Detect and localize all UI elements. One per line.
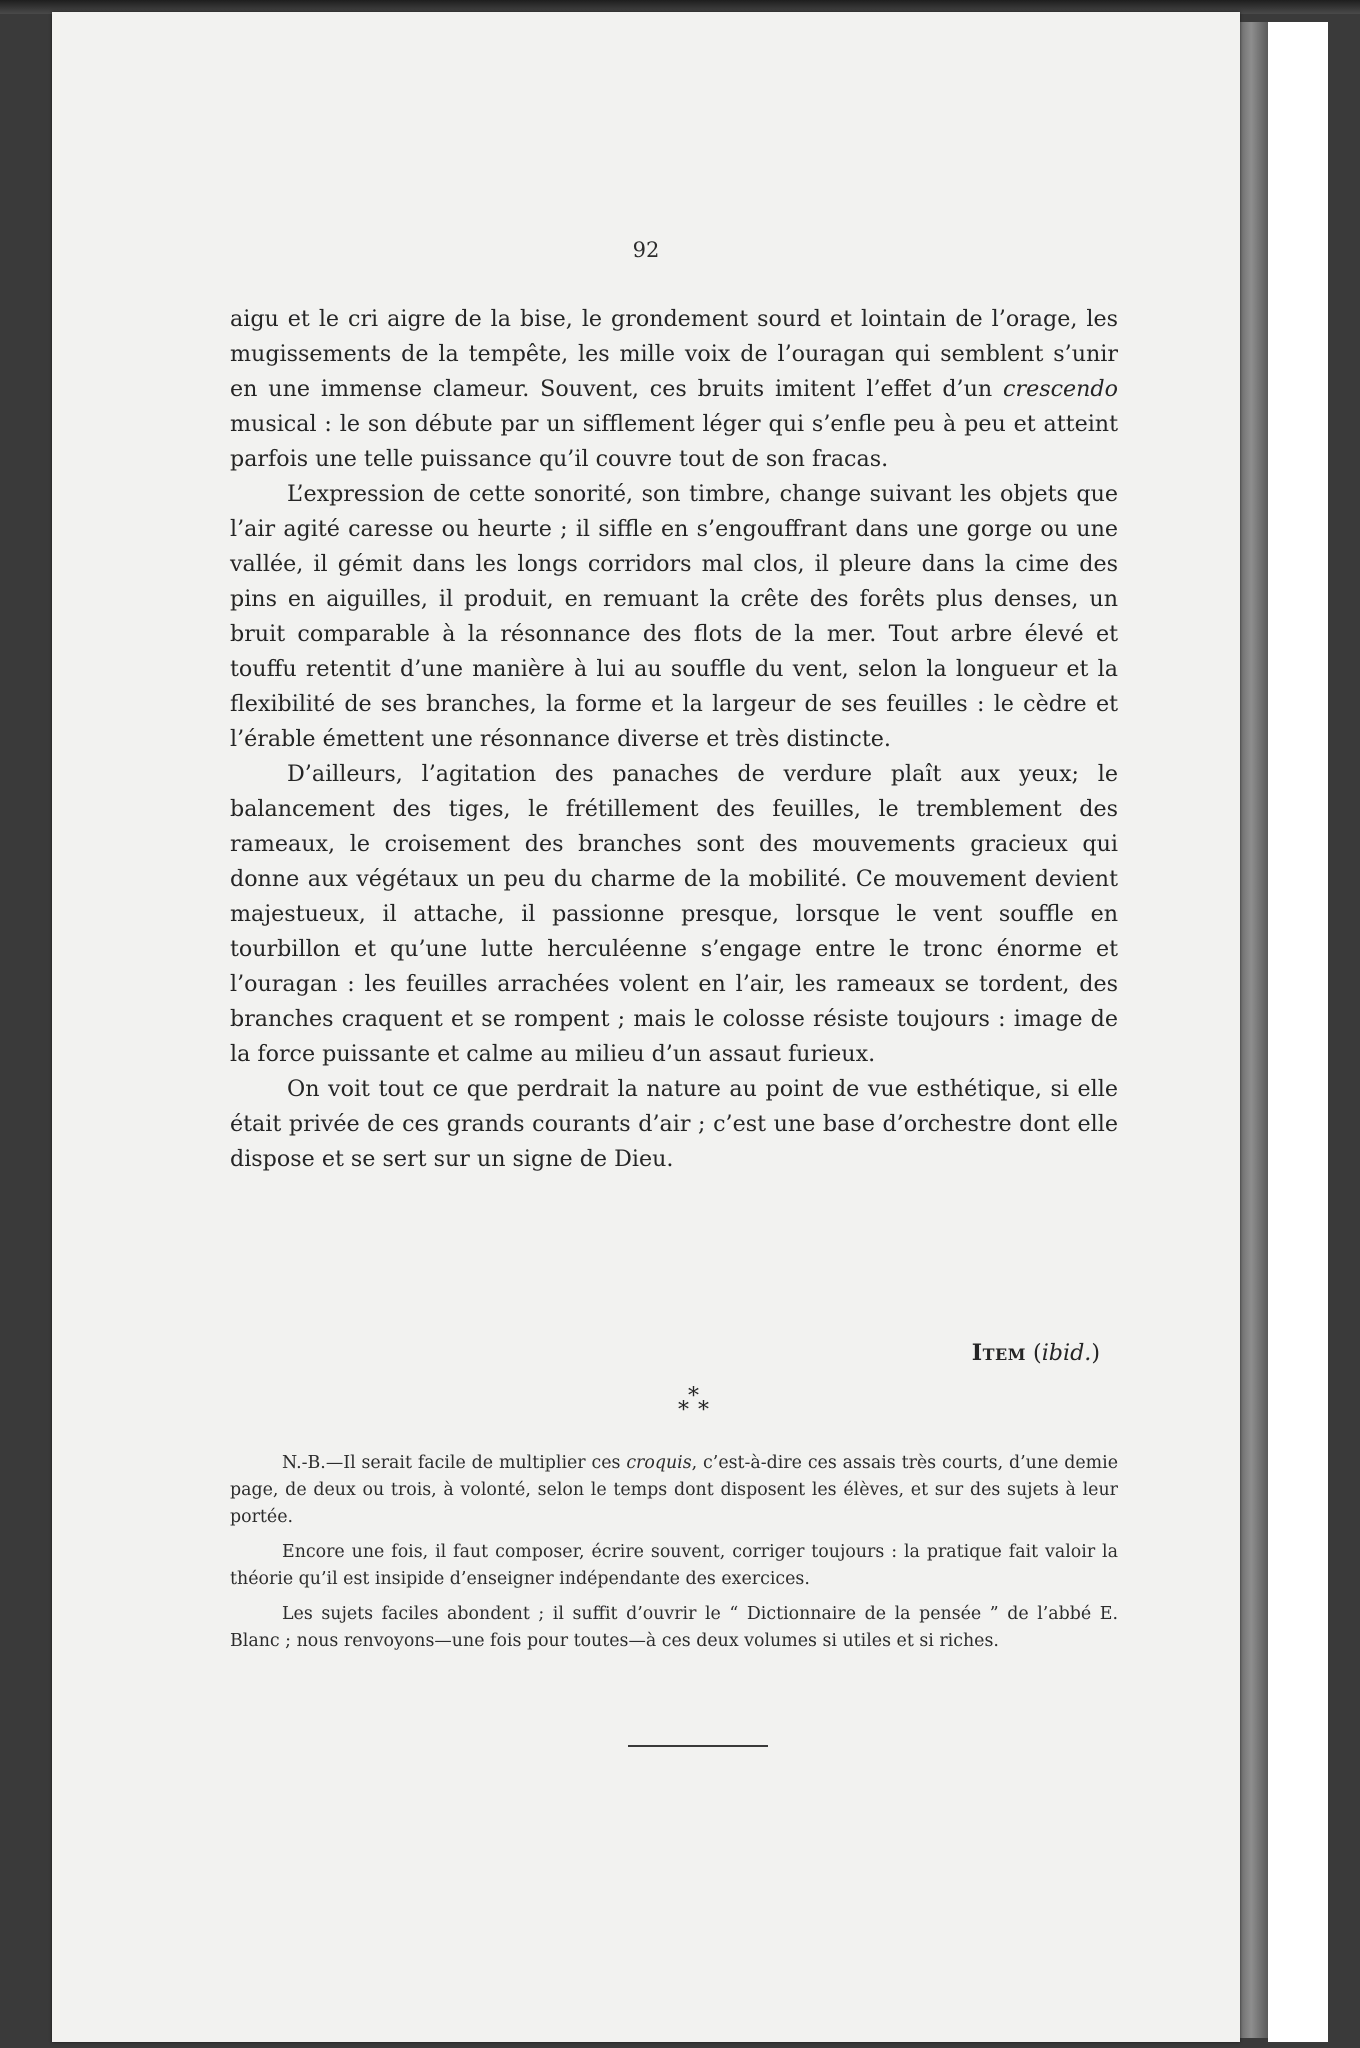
footnote-1 [230, 1450, 1118, 1531]
footnotes [230, 1450, 1118, 1663]
footnote-2-text: Encore une fois, il faut composer, écrire souvent, corriger toujours : la pratique fait valoir la théorie qu’il est insipide d’enseigner indépendante des exercices. [230, 1542, 1118, 1589]
italic-term-crescendo: crescendo [1003, 376, 1118, 402]
paragraph-3 [230, 757, 1118, 1072]
paragraph-2-text: L’expression de cette sonorité, son timbre, change suivant les objets que l’air agité caresse ou heurte ; il siffle en s’engouffrant dans une gorge ou une vallée, il gémit dans les longs corridors mal clos, il pleure dans la cime des pins en aiguilles, il produit, en remuant la crête des forêts plus denses, un bruit comparable à la résonnance des flots de la mer. Tout arbre élevé et touffu retentit d’une manière à lui au souffle du vent, selon la longueur et la flexibilité de ses branches, la forme et la largeur de ses feuilles : le cèdre et l’érable émettent une résonnance diverse et très distincte. [230, 481, 1118, 752]
signature-source: ibid. [1041, 1340, 1092, 1366]
book-page [52, 12, 1240, 2042]
footnote-3 [230, 1601, 1118, 1655]
next-page-margin [1268, 22, 1328, 2042]
paragraph-1 [230, 302, 1118, 477]
asterism-star: * [698, 1398, 709, 1423]
paragraph-1-text: aigu et le cri aigre de la bise, le grondement sourd et lointain de l’orage, les mugissements de la tempête, les mille voix de l’ouragan qui semblent s’unir en une immense clameur. Souvent, ces bruits imitent l’effet d’un [230, 306, 1118, 402]
paragraph-4 [230, 1072, 1118, 1177]
italic-term-croquis: croquis [626, 1453, 692, 1473]
asterism-divider [664, 1384, 724, 1430]
paragraph-4-text: On voit tout ce que perdrait la nature au point de vue esthétique, si elle était privée de ces grands courants d’air ; c’est une base d’orchestre dont elle dispose et se sert sur un signe de Dieu. [230, 1076, 1118, 1172]
page-number: 92 [632, 238, 660, 262]
paragraph-1-text-cont: musical : le son débute par un sifflement léger qui s’enfle peu à peu et atteint parfois une telle puissance qu’il couvre tout de son fracas. [230, 411, 1118, 472]
footnote-1-text-cont: , c’est-à-dire ces assais très courts, d’une demie page, de deux ou trois, à volonté, selon le temps dont disposent les élèves, et sur des sujets à leur portée. [230, 1453, 1118, 1527]
asterism-star: * [678, 1398, 689, 1423]
asterism-star: * [688, 1384, 699, 1409]
signature: Item (ibid.) [971, 1340, 1100, 1366]
paragraph-2 [230, 477, 1118, 757]
paragraph-3-text: D’ailleurs, l’agitation des panaches de verdure plaît aux yeux; le balancement des tiges, le frétillement des feuilles, le tremblement des rameaux, le croisement des branches sont des mouvements gracieux qui donne aux végétaux un peu du charme de la mobilité. Ce mouvement devient majestueux, il attache, il passionne presque, lorsque le vent souffle en tourbillon et qu’une lutte herculéenne s’engage entre le tronc énorme et l’ouragan : les feuilles arrachées volent en l’air, les rameaux se tordent, des branches craquent et se rompent ; mais le colosse résiste toujours : image de la force puissante et calme au milieu d’un assaut furieux. [230, 761, 1118, 1067]
signature-name: Item [971, 1340, 1026, 1366]
footnote-2 [230, 1539, 1118, 1593]
footnote-3-text: Les sujets faciles abondent ; il suffit d’ouvrir le “ Dictionnaire de la pensée ” de l’abbé E. Blanc ; nous renvoyons—une fois pour toutes—à ces deux volumes si utiles et si riches. [230, 1604, 1118, 1651]
end-rule [628, 1745, 768, 1747]
page-fold-shadow [1240, 22, 1268, 2038]
footnote-1-text: N.-B.—Il serait facile de multiplier ces [282, 1453, 627, 1473]
body-text [230, 302, 1118, 1177]
